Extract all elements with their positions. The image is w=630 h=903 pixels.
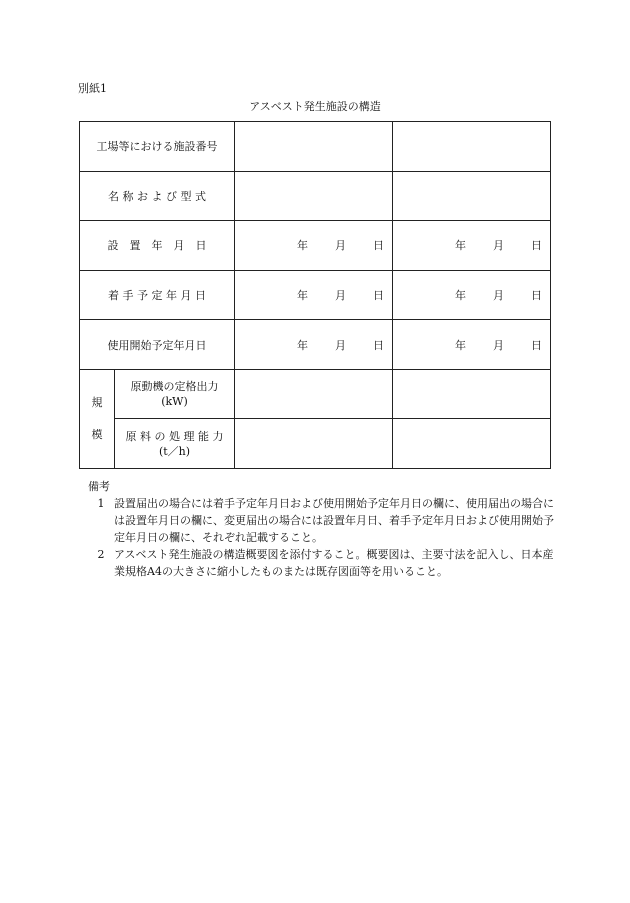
cell-facility-number-a[interactable] (235, 122, 393, 172)
row-facility-number (80, 122, 551, 172)
notes-heading: 備考 (88, 480, 110, 493)
label-engine-output (115, 369, 235, 419)
month-label: 月 (335, 338, 346, 352)
raw-capacity-unit: (t／h) (158, 444, 191, 458)
day-label: 日 (531, 338, 542, 352)
notes-section (88, 478, 554, 580)
engine-output-unit: (kW) (161, 395, 188, 409)
cell-installed-date-b[interactable] (393, 221, 551, 271)
structure-form (79, 121, 550, 469)
raw-capacity-text: 原 料 の 処 理 能 力 (125, 429, 224, 443)
day-label: 日 (373, 338, 384, 352)
cell-engine-output-b[interactable] (393, 369, 551, 419)
cell-raw-capacity-a[interactable] (235, 419, 393, 469)
note-number: 1 (97, 497, 105, 510)
cell-installed-date-a[interactable] (235, 221, 393, 271)
year-label: 年 (297, 338, 308, 352)
cell-planned-start-date-a[interactable] (235, 270, 393, 320)
month-label: 月 (493, 338, 504, 352)
cell-planned-start-date-b[interactable] (393, 270, 551, 320)
cell-engine-output-a[interactable] (235, 369, 393, 419)
row-raw-capacity (80, 419, 551, 469)
note-item (88, 546, 554, 580)
month-label: 月 (335, 239, 346, 253)
label-installed-date: 設 置 年 月 日 (80, 221, 235, 271)
year-label: 年 (297, 288, 308, 302)
row-planned-use-date (80, 320, 551, 370)
row-engine-output (80, 369, 551, 419)
cell-name-model-a[interactable] (235, 171, 393, 221)
cell-name-model-b[interactable] (393, 171, 551, 221)
note-item (88, 495, 554, 546)
note-number: 2 (97, 548, 105, 561)
day-label: 日 (531, 288, 542, 302)
label-planned-start-date: 着 手 予 定 年 月 日 (80, 270, 235, 320)
row-planned-start-date (80, 270, 551, 320)
label-facility-number: 工場等における施設番号 (80, 122, 235, 172)
month-label: 月 (493, 239, 504, 253)
year-label: 年 (455, 288, 466, 302)
row-name-model (80, 171, 551, 221)
month-label: 月 (335, 288, 346, 302)
day-label: 日 (531, 239, 542, 253)
attachment-label: 別紙1 (78, 82, 107, 95)
engine-output-text: 原動機の定格出力 (130, 380, 219, 394)
cell-planned-use-date-a[interactable] (235, 320, 393, 370)
note-text: 設置届出の場合には着手予定年月日および使用開始予定年月日の欄に、使用届出の場合には設置年月日の欄に、変更届出の場合には設置年月日、着手予定年月日および使用開始予定年月日の欄に、それぞれ記載すること。 (114, 497, 554, 544)
label-name-model: 名 称 お よ び 型 式 (80, 171, 235, 221)
cell-raw-capacity-b[interactable] (393, 419, 551, 469)
row-installed-date (80, 221, 551, 271)
year-label: 年 (455, 239, 466, 253)
page-title: アスベスト発生施設の構造 (249, 100, 381, 113)
label-scale: 規 模 (80, 369, 115, 468)
cell-planned-use-date-b[interactable] (393, 320, 551, 370)
label-planned-use-date: 使用開始予定年月日 (80, 320, 235, 370)
year-label: 年 (455, 338, 466, 352)
label-raw-capacity (115, 419, 235, 469)
year-label: 年 (297, 239, 308, 253)
cell-facility-number-b[interactable] (393, 122, 551, 172)
day-label: 日 (373, 239, 384, 253)
note-text: アスベスト発生施設の構造概要図を添付すること。概要図は、主要寸法を記入し、日本産業規格A4の大きさに縮小したものまたは既存図面等を用いること。 (114, 548, 554, 578)
day-label: 日 (373, 288, 384, 302)
month-label: 月 (493, 288, 504, 302)
